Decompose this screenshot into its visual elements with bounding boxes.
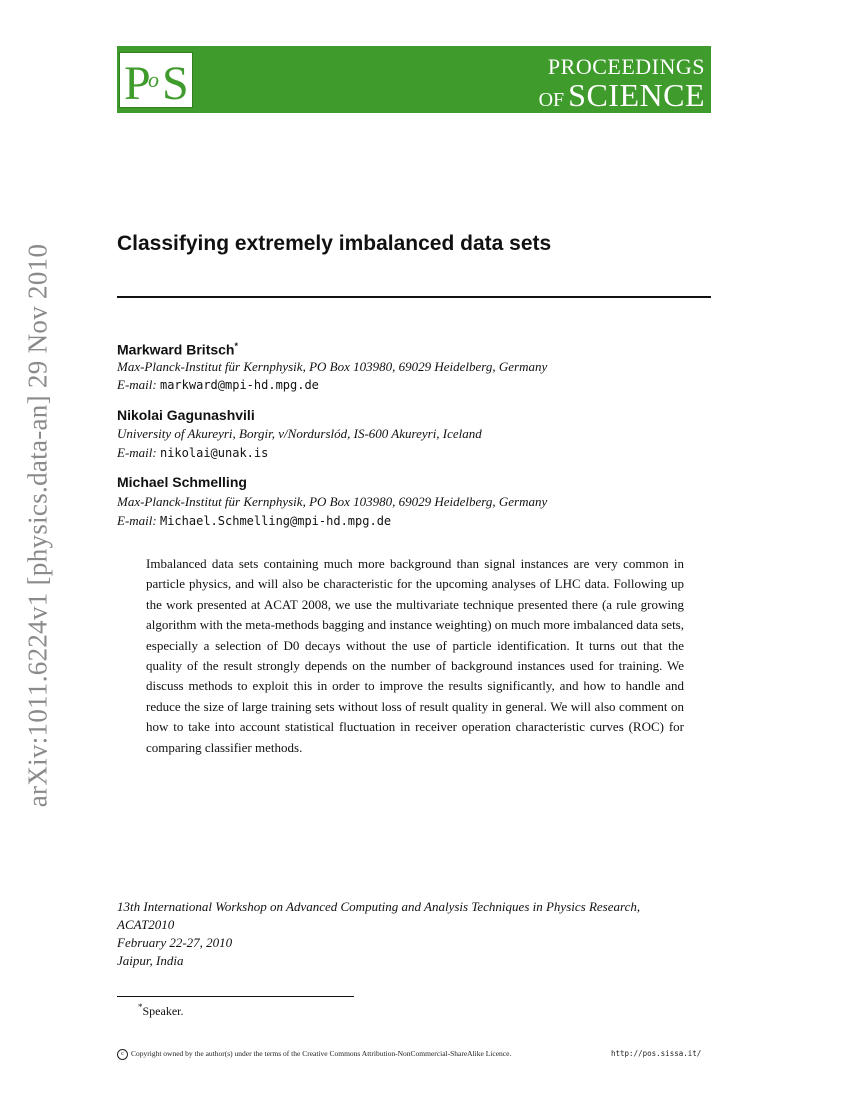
author-email-line xyxy=(117,445,268,461)
copyright-notice xyxy=(117,1049,511,1060)
author-name-text: Michael Schmelling xyxy=(117,474,247,490)
author-name xyxy=(117,341,238,358)
author-affiliation: Max-Planck-Institut für Kernphysik, PO Box 103980, 69029 Heidelberg, Germany xyxy=(117,359,548,374)
speaker-marker: * xyxy=(234,341,238,351)
email-label: E-mail: xyxy=(117,377,157,392)
conference-location: Jaipur, India xyxy=(117,953,184,968)
footnote xyxy=(138,1002,184,1019)
author-email-line xyxy=(117,377,319,393)
pos-logo-graphic xyxy=(120,53,192,107)
svg-text:S: S xyxy=(162,57,189,107)
email-label: E-mail: xyxy=(117,445,157,460)
title-rule xyxy=(117,296,711,298)
banner-of-science xyxy=(539,77,705,114)
pos-banner xyxy=(117,46,711,113)
email-label: E-mail: xyxy=(117,513,157,528)
pos-logo xyxy=(119,52,193,108)
arxiv-identifier: arXiv:1011.6224v1 [physics.data-an] 29 Nov 2010 xyxy=(22,243,53,808)
author-email[interactable]: nikolai@unak.is xyxy=(159,446,269,460)
author-affiliation: Max-Planck-Institut für Kernphysik, PO Box 103980, 69029 Heidelberg, Germany xyxy=(117,494,548,509)
banner-proceedings: PROCEEDINGS xyxy=(547,54,705,79)
paper-title: Classifying extremely imbalanced data sets xyxy=(117,232,552,255)
conference-acronym: ACAT2010 xyxy=(117,917,175,932)
author-email[interactable]: markward@mpi-hd.mpg.de xyxy=(159,378,319,392)
conference-dates: February 22-27, 2010 xyxy=(117,935,233,950)
author-name-text: Markward Britsch xyxy=(117,341,235,358)
pos-url-link[interactable]: http://pos.sissa.it/ xyxy=(611,1049,702,1058)
author-name-text: Nikolai Gagunashvili xyxy=(117,407,255,423)
footnote-rule xyxy=(117,996,354,997)
footnote-marker: * xyxy=(138,1002,143,1012)
footnote-text: Speaker. xyxy=(142,1004,184,1018)
banner-of: OF xyxy=(538,89,565,111)
copyright-text: Copyright owned by the author(s) under the terms of the Creative Commons Attribution-NonCommercial-ShareAlike Licence. xyxy=(131,1049,512,1059)
author-email-line xyxy=(117,513,391,529)
svg-text:o: o xyxy=(148,67,159,92)
author-affiliation: University of Akureyri, Borgir, v/Nordurslód, IS-600 Akureyri, Iceland xyxy=(117,426,482,441)
abstract: Imbalanced data sets containing much more background than signal instances are very common in particle physics, and will also be characteristic for the upcoming analyses of LHC data. Following up the work presented at ACAT 2008, we use the multivariate technique presented there (a rule growing algorithm with the meta-methods bagging and instance weighting) on much more imbalanced data sets, especially a selection of D0 decays without the use of particle identification. It turns out that the quality of the result strongly depends on the number of background instances used for training. We discuss methods to exploit this in order to improve the results significantly, and how to handle and reduce the size of large training sets without loss of result quality in general. We will also comment on how to take into account statistical fluctuation in receiver operation characteristic curves (ROC) for comparing classifier methods. xyxy=(146,556,684,755)
banner-science: SCIENCE xyxy=(568,77,705,113)
author-email[interactable]: Michael.Schmelling@mpi-hd.mpg.de xyxy=(159,514,392,528)
copyright-icon: c xyxy=(117,1049,128,1060)
conference-name: 13th International Workshop on Advanced Computing and Analysis Techniques in Physics Research, xyxy=(117,899,641,914)
author-name xyxy=(117,474,247,490)
author-name xyxy=(117,407,255,423)
svg-text:P: P xyxy=(124,57,151,107)
